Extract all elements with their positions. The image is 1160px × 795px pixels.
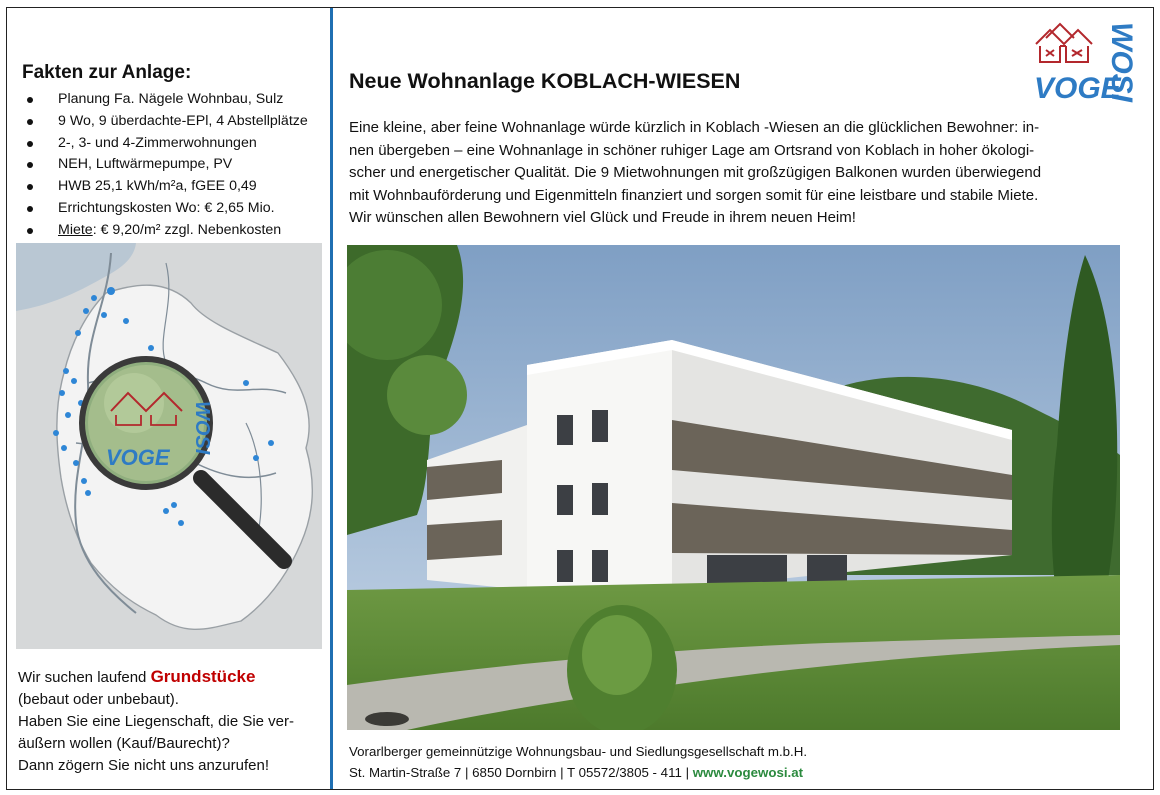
intro-text xyxy=(349,117,1139,230)
footer-contact xyxy=(349,762,807,783)
fact-text: HWB 25,1 kWh/m²a, fGEE 0,49 xyxy=(58,178,257,195)
fact-text: 9 Wo, 9 überdachte-EPl, 4 Abstellplätze xyxy=(58,112,308,129)
map-illustration xyxy=(16,243,322,649)
search-line-2: (bebaut oder unbebaut). xyxy=(18,691,179,708)
fact-item xyxy=(20,176,308,198)
bullet-icon xyxy=(27,119,33,125)
fact-item xyxy=(20,198,308,220)
fact-text: Planung Fa. Nägele Wohnbau, Sulz xyxy=(58,91,284,107)
search-line-1 xyxy=(18,666,294,689)
fact-item-rent xyxy=(20,220,308,242)
search-line-4: äußern wollen (Kauf/Baurecht)? xyxy=(18,735,230,752)
page-title: Neue Wohnanlage KOBLACH-WIESEN xyxy=(349,69,741,93)
search-prefix: Wir suchen laufend xyxy=(18,669,151,686)
logo-text-voge: VOGE xyxy=(1034,72,1121,105)
intro-line: nen übergeben – eine Wohnanlage in schöner ruhiger Lage am Ortsrand von Koblach in hoher ökologi- xyxy=(349,141,1035,159)
intro-line: mit Wohnbauförderung und Eigenmitteln finanziert und sorgen somit für eine leistbare und stabile Miete. xyxy=(349,186,1039,204)
bullet-icon xyxy=(27,141,33,147)
footer xyxy=(349,741,807,783)
fact-text: NEH, Luftwärmepumpe, PV xyxy=(58,156,233,173)
houses-icon xyxy=(1036,24,1092,62)
facts-title: Fakten zur Anlage: xyxy=(22,62,192,83)
bullet-icon xyxy=(27,206,33,212)
fact-item xyxy=(20,133,308,155)
logo-text-wosi: WOSI xyxy=(1105,22,1138,102)
building-photo xyxy=(347,245,1120,730)
vogewosi-logo xyxy=(1032,22,1142,106)
rent-label: Miete xyxy=(58,221,93,238)
fact-item xyxy=(20,111,308,133)
intro-line: scher und energetischer Qualität. Die 9 Mietwohnungen mit großzügigen Balkonen wurden überwiegend xyxy=(349,164,1042,181)
fact-item xyxy=(20,89,308,111)
search-line-5: Dann zögern Sie nicht uns anzurufen! xyxy=(18,757,269,774)
footer-address: St. Martin-Straße 7 | 6850 Dornbirn | T 05572/3805 - 411 | xyxy=(349,765,693,780)
svg-text:VOGE: VOGE xyxy=(106,445,170,470)
search-block xyxy=(18,666,294,777)
intro-line: Eine kleine, aber feine Wohnanlage würde kürzlich in Koblach -Wiesen an die glücklichen Bewohner: in- xyxy=(349,119,1040,136)
facts-list xyxy=(20,89,308,242)
fact-text: Errichtungskosten Wo: € 2,65 Mio. xyxy=(58,199,275,216)
search-line-3: Haben Sie eine Liegenschaft, die Sie ver- xyxy=(18,713,295,730)
location-map xyxy=(16,243,322,649)
column-divider xyxy=(330,8,333,789)
bullet-icon xyxy=(27,228,33,234)
bullet-icon xyxy=(27,184,33,190)
bullet-icon xyxy=(27,162,33,168)
intro-line: Wir wünschen allen Bewohnern viel Glück und Freude in ihrem neuen Heim! xyxy=(349,209,856,226)
fact-item xyxy=(20,154,308,176)
svg-text:WOSI: WOSI xyxy=(191,401,213,455)
footer-company: Vorarlberger gemeinnützige Wohnungsbau- und Siedlungsgesellschaft m.b.H. xyxy=(349,744,808,759)
website-link[interactable]: www.vogewosi.at xyxy=(692,765,804,780)
fact-text: 2-, 3- und 4-Zimmerwohnungen xyxy=(58,134,257,151)
grundstuecke-highlight: Grundstücke xyxy=(150,667,256,686)
bullet-icon xyxy=(27,97,33,103)
rent-value: : € 9,20/m² zzgl. Nebenkosten xyxy=(92,221,282,238)
